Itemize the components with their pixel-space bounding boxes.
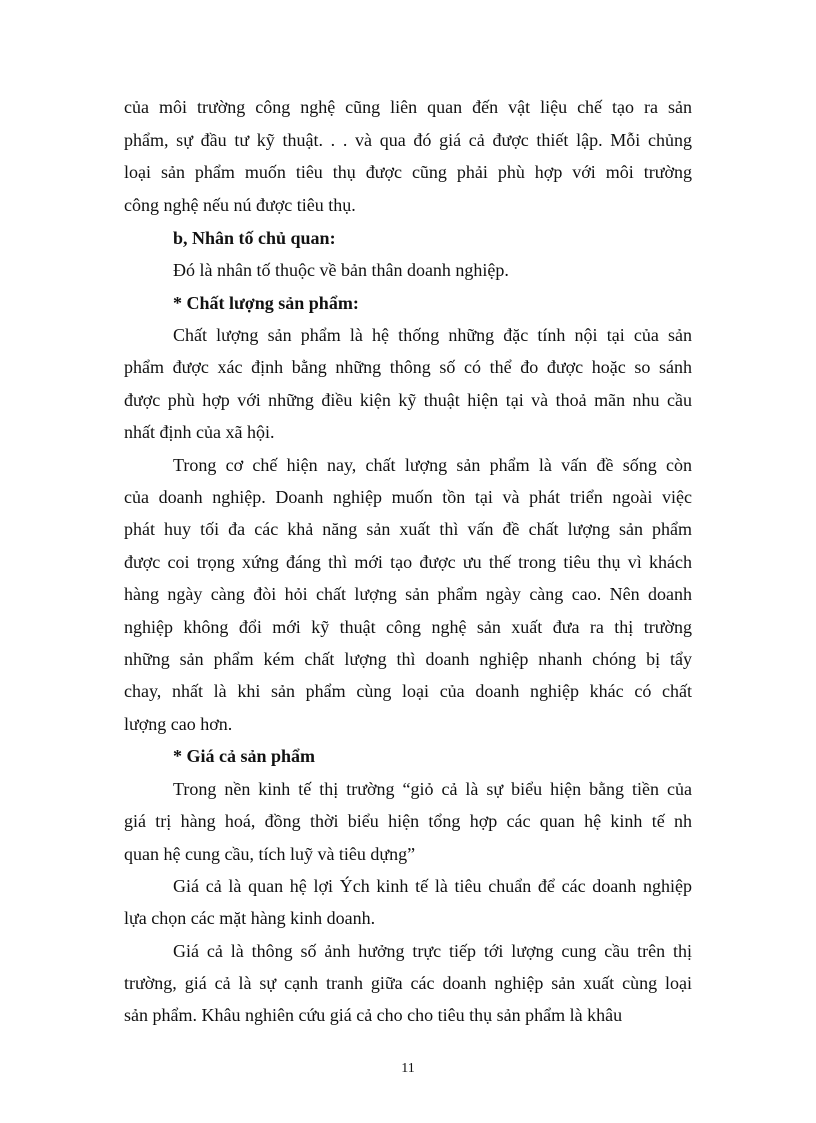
body-text-line: công nghệ nếu nú được tiêu thụ.: [124, 195, 356, 215]
body-text-line: phẩm được xác định bằng những thông số có thể đo được hoặc so sánh: [124, 357, 692, 377]
body-text-line: Trong nền kinh tế thị trường “giỏ cả là sự biểu hiện bằng tiền của: [173, 779, 692, 799]
body-text-line: Giá cả là thông số ảnh hưởng trực tiếp tới lượng cung cầu trên thị: [173, 941, 692, 961]
body-text-line: của doanh nghiệp. Doanh nghiệp muốn tồn tại và phát triển ngoài việc: [124, 487, 692, 507]
body-text-line: hàng ngày càng đòi hỏi chất lượng sản phẩm ngày càng cao. Nên doanh: [124, 584, 692, 604]
body-text-line: Trong cơ chế hiện nay, chất lượng sản phẩm là vấn đề sống còn: [173, 455, 692, 475]
body-text-line: nhất định của xã hội.: [124, 422, 275, 442]
body-text-line: Chất lượng sản phẩm là hệ thống những đặc tính nội tại của sản: [173, 325, 692, 345]
subsection-heading: * Giá cả sản phẩm: [173, 746, 316, 766]
body-text-line: trường, giá cả là sự cạnh tranh giữa các doanh nghiệp sản xuất cùng loại: [124, 973, 692, 993]
body-text-line: phẩm, sự đầu tư kỹ thuật. . . và qua đó giá cả được thiết lập. Mỗi chủng: [124, 130, 692, 150]
body-text-line: được coi trọng xứng đáng thì mới tạo được ưu thế trong tiêu thụ vì khách: [124, 552, 692, 572]
body-text-line: Giá cả là quan hệ lợi Ých kinh tế là tiêu chuẩn để các doanh nghiệp: [173, 876, 692, 896]
body-text-line: những sản phẩm kém chất lượng thì doanh nghiệp nhanh chóng bị tẩy: [124, 649, 692, 669]
body-text-line: lượng cao hơn.: [124, 714, 233, 734]
body-text-line: lựa chọn các mặt hàng kinh doanh.: [124, 908, 376, 928]
body-text-line: sản phẩm. Khâu nghiên cứu giá cả cho cho tiêu thụ sản phẩm là khâu: [124, 1005, 623, 1025]
body-text-line: giá trị hàng hoá, đồng thời biểu hiện tổng hợp các quan hệ kinh tế nh: [124, 811, 692, 831]
body-text-line: quan hệ cung cầu, tích luỹ và tiêu dựng”: [124, 844, 416, 864]
body-text-line: phát huy tối đa các khả năng sản xuất thì vấn đề chất lượng sản phẩm: [124, 519, 692, 539]
section-heading: b, Nhân tố chủ quan:: [173, 228, 336, 248]
subsection-heading: * Chất lượng sản phẩm:: [173, 293, 359, 313]
body-text-line: nghiệp không đổi mới kỹ thuật công nghệ sản xuất đưa ra thị trường: [124, 617, 692, 637]
body-text-line: Đó là nhân tố thuộc về bản thân doanh nghiệp.: [173, 260, 509, 280]
body-text-line: được phù hợp với những điều kiện kỹ thuật hiện tại và thoả mãn nhu cầu: [124, 390, 692, 410]
page-number: 11: [401, 1061, 415, 1076]
body-text-line: của môi trường công nghệ cũng liên quan đến vật liệu chế tạo ra sản: [124, 97, 692, 117]
body-text-line: loại sản phẩm muốn tiêu thụ được cũng phải phù hợp với môi trường: [124, 162, 692, 182]
body-text-line: chay, nhất là khi sản phẩm cùng loại của doanh nghiệp khác có chất: [124, 681, 692, 701]
